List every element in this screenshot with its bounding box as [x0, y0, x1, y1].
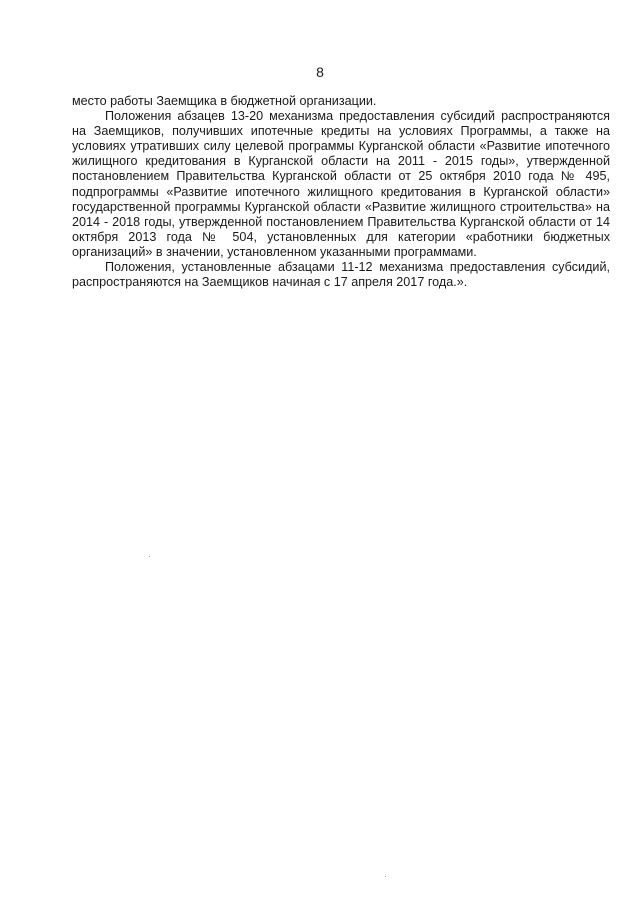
paragraph-subsidy-provisions-13-20: Положения абзацев 13-20 механизма предоставления субсидий распространяются на Заемщиков, получивших ипотечные кредиты на условиях Программы, а также на условиях утративших силу целевой программы Курганской области «Развитие ипотечного жилищного кредитования в Курганской области на 2011 - 2015 годы», утвержденной постановлением Правительства Курганской области от 25 октября 2010 года № 495, подпрограммы «Развитие ипотечного жилищного кредитования в Курганской области» государственной программы Курганской области «Развитие жилищного строительства» на 2014 - 2018 годы, утвержденной постановлением Правительства Курганской области от 14 октября 2013 года № 504, установленных для категории «работники бюджетных организаций» в значении, установленном указанными программами. — [72, 109, 610, 259]
scan-speck — [385, 876, 386, 877]
paragraph-subsidy-provisions-11-12: Положения, установленные абзацами 11-12 механизма предоставления субсидий, распространяются на Заемщиков начиная с 17 апреля 2017 года.». — [72, 260, 610, 290]
scan-speck — [149, 556, 150, 557]
page-number: 8 — [316, 64, 324, 80]
document-body — [72, 94, 610, 290]
paragraph-continuation: место работы Заемщика в бюджетной организации. — [72, 94, 377, 108]
